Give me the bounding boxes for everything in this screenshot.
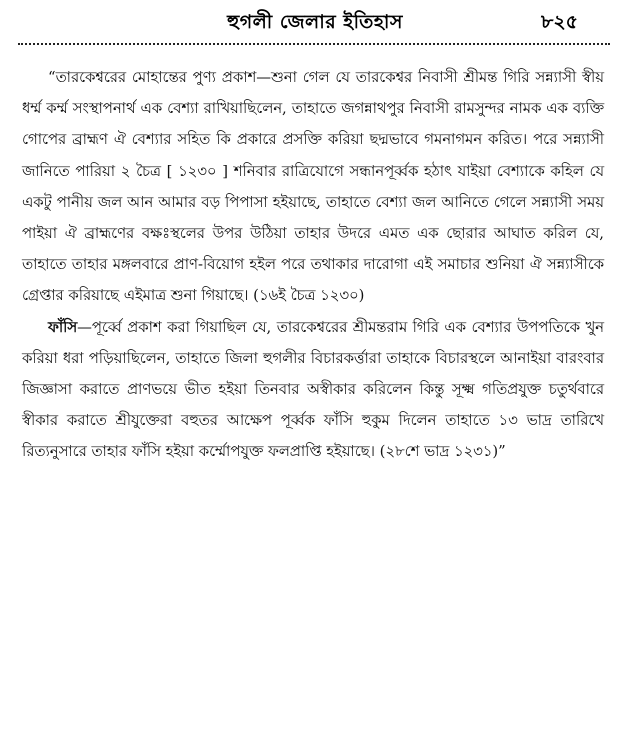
body-text <box>22 62 604 468</box>
paragraph-lead: ফাঁসি <box>48 318 78 336</box>
paragraph-text: “তারকেশ্বরের মোহান্তের পুণ্য প্রকাশ—শুনা গেল যে তারকেশ্বর নিবাসী শ্রীমন্ত গিরি সন্ন্যাসী স্বীয় ধর্ম্ম কর্ম্ম সংস্থাপনার্থ এক বেশ্যা রাখিয়াছিলেন, তাহাতে জগন্নাথপুর নিবাসী রামসুন্দর নামক এক ব্যক্তি গোপের ব্রাহ্মণ ঐ বেশ্যার সহিত কি প্রকারে প্রসক্তি করিয়া ছদ্মভাবে গমনাগমন করিত। পরে সন্ন্যাসী জানিতে পারিয়া ২ চৈত্র [ ১২৩০ ] শনিবার রাত্রিযোগে সন্ধানপূর্ব্বক হঠাৎ যাইয়া বেশ্যাকে কহিল যে একটু পানীয় জল আন আমার বড় পিপাসা হইয়াছে, তাহাতে বেশ্যা জল আনিতে গেলে সন্ন্যাসী সময় পাইয়া ঐ ব্রাহ্মণের বক্ষঃস্থলের উপর উঠিয়া তাহার উদরে এমত এক ছোরার আঘাত করিল যে, তাহাতে তাহার মঙ্গলবারে প্রাণ-বিয়োগ হইল পরে তথাকার দারোগা এই সমাচার শুনিয়া ঐ সন্ন্যাসীকে গ্রেপ্তার করিয়াছে এইমাত্র শুনা গিয়াছে। (১৬ই চৈত্র ১২৩০) <box>22 69 604 305</box>
running-title: হুগলী জেলার ইতিহাস <box>227 11 403 33</box>
paragraph-hanging-report <box>22 312 604 468</box>
paragraph-news-report <box>22 62 604 312</box>
page-number: ৮২৫ <box>540 11 578 33</box>
header-divider <box>18 43 610 45</box>
paragraph-text: —পূর্ব্বে প্রকাশ করা গিয়াছিল যে, তারকেশ্বরের শ্রীমন্তরাম গিরি এক বেশ্যার উপপতিকে খুন করিয়া ধরা পড়িয়াছিলেন, তাহাতে জিলা হুগলীর বিচারকর্ত্তারা তাহাকে বিচারস্থলে আনাইয়া বারংবার জিজ্ঞাসা করাতে প্রাণভয়ে ভীত হইয়া তিনবার অস্বীকার করিলেন কিন্তু সূক্ষ্ম গতিপ্রযুক্ত চতুর্থবারে স্বীকার করাতে শ্রীযুক্তেরা বহুতর আক্ষেপ পূর্ব্বক ফাঁসি হুকুম দিলেন তাহাতে ১৩ ভাদ্র তারিখে রিত্যনুসারে তাহার ফাঁসি হইয়া কর্ম্মোপযুক্ত ফলপ্রাপ্তি হইয়াছে। (২৮শে ভাদ্র ১২৩১)” <box>22 318 604 461</box>
page-header <box>16 8 614 34</box>
